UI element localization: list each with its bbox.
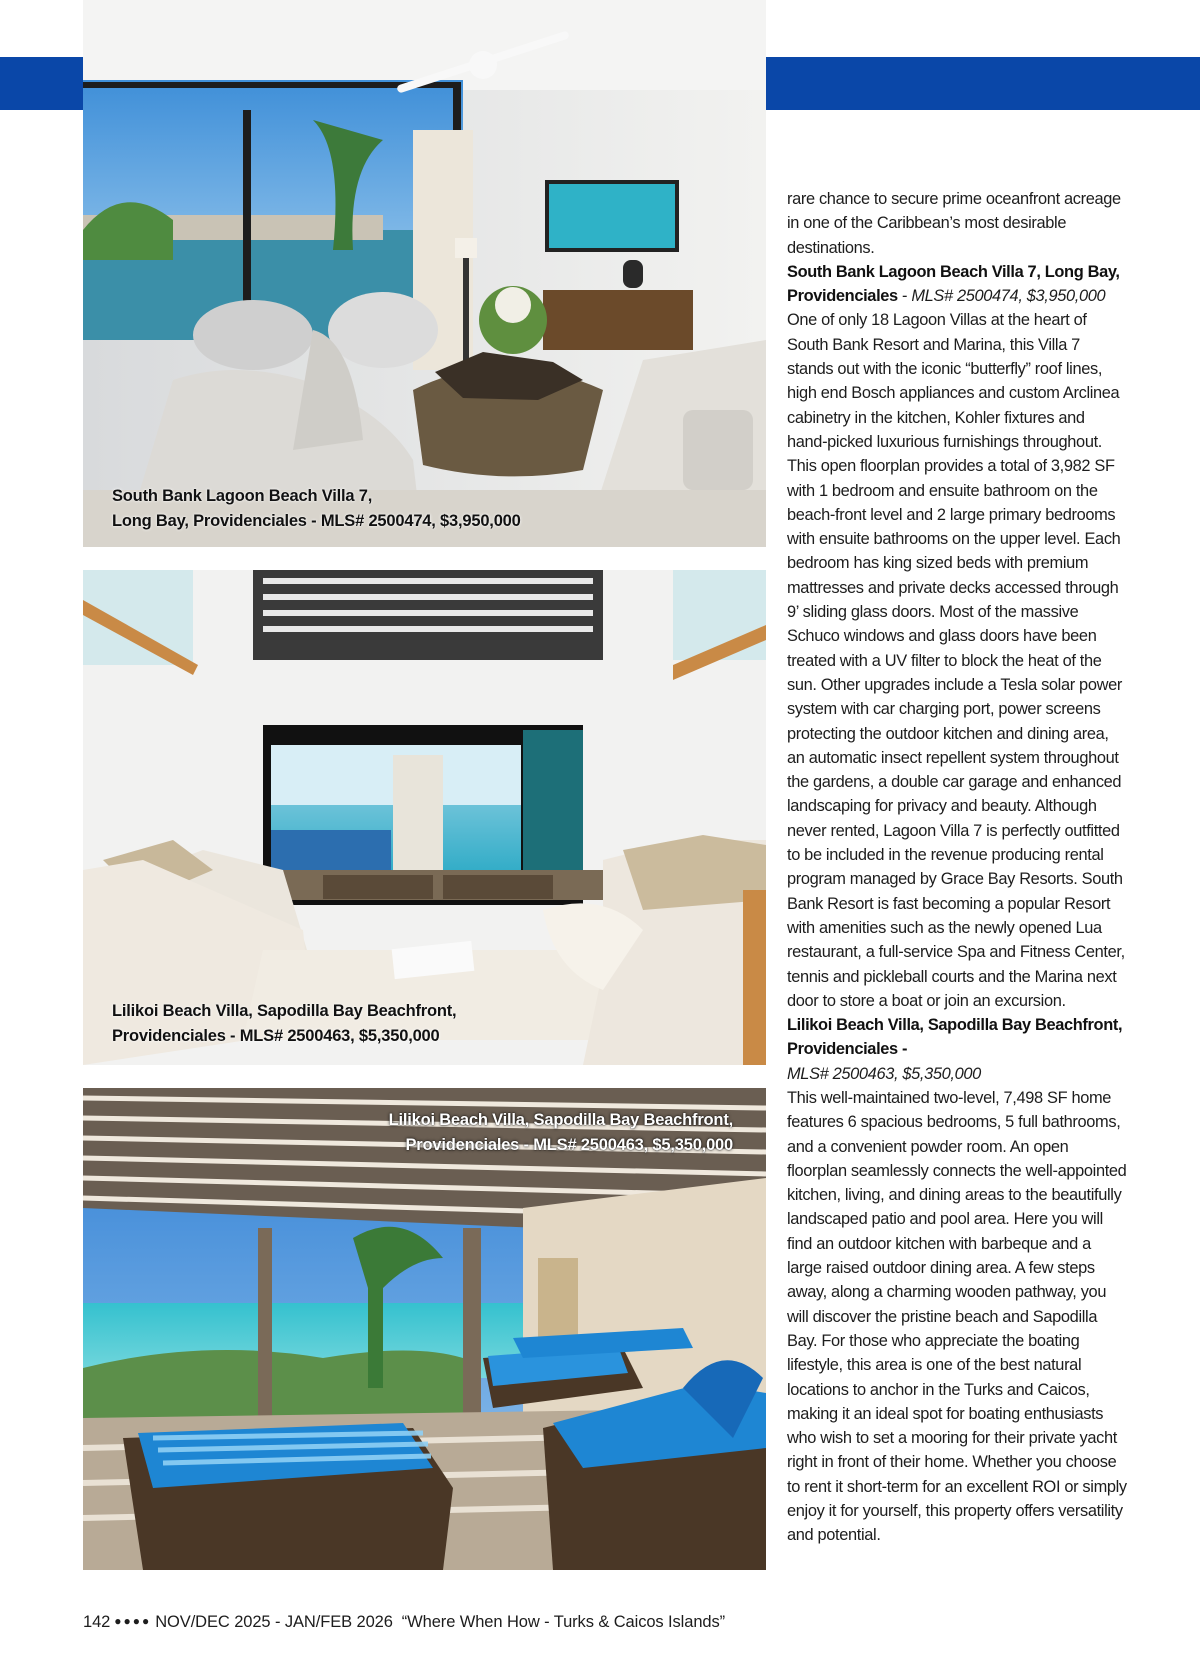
photo-lilikoi-villa-great-room bbox=[83, 570, 766, 1065]
issue-date: NOV/DEC 2025 - JAN/FEB 2026 bbox=[155, 1613, 393, 1631]
listing-lagoon-villa-body: One of only 18 Lagoon Villas at the heart of South Bank Resort and Marina, this Villa 7 stands out with the iconic “butterfly” roof lines, high end Bosch appliances and custom Arclinea cabinetry in the kitchen, Kohler fixtures and hand-picked luxurious furnishings throughout. This open floorplan provides a total of 3,982 SF with 1 bedroom and ensuite bathroom on the beach-front level and 2 large primary bedrooms with ensuite bathrooms on the upper level. Each bedroom has king sized beds with premium mattresses and private decks accessed through 9’ sliding glass doors. Most of the massive Schuco windows and glass doors have been treated with a UV filter to block the heat of the sun. Other upgrades include a Tesla solar power system with car charging port, power screens protecting the outdoor kitchen and dining area, an automatic insect repellent system throughout the gardens, a double car garage and enhanced landscaping for privacy and beauty. Although never rented, Lagoon Villa 7 is perfectly outfitted to be included in the revenue producing rental program managed by Grace Bay Resorts. South Bank Resort is fast becoming a popular Resort with amenities such as the newly opened Lua restaurant, a full-service Spa and Fitness Center, tennis and pickleball courts and the Marina next door to store a boat or join an excursion. bbox=[787, 311, 1125, 1010]
caption-line: South Bank Lagoon Beach Villa 7, bbox=[112, 487, 373, 505]
header-accent-band-right bbox=[766, 57, 1200, 110]
listing-mls-price: MLS# 2500463, $5,350,000 bbox=[787, 1064, 981, 1083]
page-number: 142 bbox=[83, 1613, 111, 1631]
photo-lagoon-villa-living-room bbox=[83, 0, 766, 547]
caption-line: Lilikoi Beach Villa, Sapodilla Bay Beachfront, bbox=[388, 1111, 733, 1129]
photo-lilikoi-villa-terrace bbox=[83, 1088, 766, 1570]
page-footer bbox=[83, 1613, 725, 1632]
caption-line: Providenciales - MLS# 2500463, $5,350,000 bbox=[405, 1136, 733, 1154]
footer-dots: ●●●● bbox=[114, 1614, 152, 1628]
listing-lagoon-villa-header bbox=[787, 260, 1127, 309]
listing-lilikoi-villa-header bbox=[787, 1013, 1127, 1086]
header-accent-band-left bbox=[0, 57, 83, 110]
listing-heading: South Bank Lagoon Beach Villa 7, Long Bay, Providenciales bbox=[787, 262, 1120, 306]
caption-line: Long Bay, Providenciales - MLS# 2500474, $3,950,000 bbox=[112, 512, 521, 530]
caption-line: Lilikoi Beach Villa, Sapodilla Bay Beachfront, bbox=[112, 1002, 457, 1020]
listing-lilikoi-villa-body: This well-maintained two-level, 7,498 SF home features 6 spacious bedrooms, 5 full bathrooms, and a convenient powder room. An open floorplan seamlessly connects the well-appointed kitchen, living, and dining areas to the beautifully landscaped patio and pool area. Here you will find an outdoor kitchen with barbeque and a large raised outdoor dining area. A few steps away, along a charming wooden pathway, you will discover the pristine beach and Sapodilla Bay. For those who appreciate the boating lifestyle, this area is one of the best natural locations to anchor in the Turks and Caicos, making it an ideal spot for boating enthusiasts who wish to set a mooring for their private yacht right in front of their home. Whether you choose to rent it short-term for an excellent ROI or simply enjoy it for yourself, this property offers versatility and potential. bbox=[787, 1088, 1127, 1545]
photo-caption-lilikoi-great-room bbox=[112, 999, 456, 1049]
listing-mls-price: MLS# 2500474, $3,950,000 bbox=[911, 287, 1106, 306]
listing-separator: - bbox=[897, 287, 912, 306]
article-intro: rare chance to secure prime oceanfront acreage in one of the Caribbean’s most desirable destinations. bbox=[787, 190, 1121, 257]
listing-heading: Lilikoi Beach Villa, Sapodilla Bay Beachfront, Providenciales bbox=[787, 1016, 1123, 1059]
listing-separator: - bbox=[897, 1040, 908, 1059]
photo-caption-lilikoi-terrace bbox=[389, 1108, 733, 1158]
caption-line: Providenciales - MLS# 2500463, $5,350,000 bbox=[112, 1027, 440, 1045]
article-column bbox=[787, 187, 1127, 1548]
publication-title: “Where When How - Turks & Caicos Islands” bbox=[401, 1613, 726, 1631]
photo-caption-lagoon-villa bbox=[112, 484, 521, 534]
